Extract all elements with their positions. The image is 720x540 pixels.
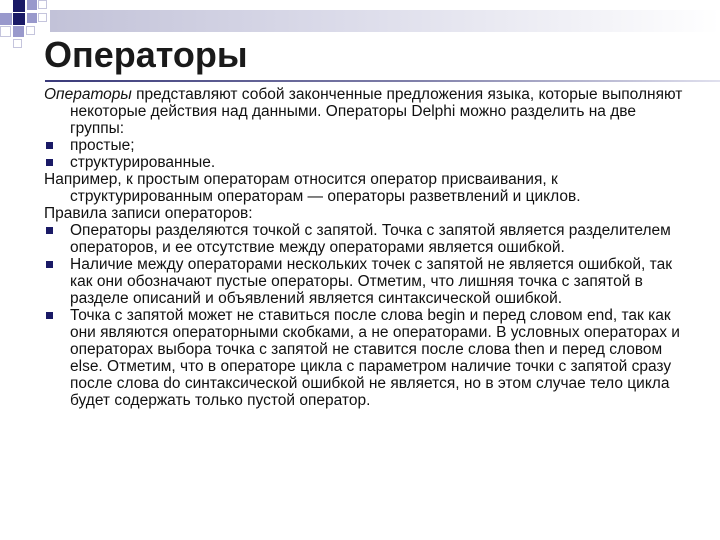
bullet-square-icon: [46, 159, 53, 166]
intro-text: представляют собой законченные предложения языка, которые выполняют некоторые действия над данными. Операторы Delphi можно разделить на две группы:: [70, 86, 683, 137]
deco-square-light: [27, 13, 37, 23]
deco-square-light: [27, 0, 37, 10]
rule-text: Наличие между операторами нескольких точек с запятой не является ошибкой, так как они обозначают пустые операторы. Отметим, что лишняя точка с запятой в разделе описаний и объявлений является синтаксической ошибкой.: [70, 256, 672, 307]
example-paragraph: Например, к простым операторам относится оператор присваивания, к структурированным операторам — операторы разветвлений и циклов.: [44, 171, 581, 205]
rule-text: Точка с запятой может не ставиться после слова begin и перед словом end, так как они являются операторными скобками, а не операторами. В условных операторах и операторах выбора точка с запятой не ставится после слова then и перед словом else. Отметим, что в операторе цикла с параметром наличие точки с запятой сразу после слова do синтаксической ошибкой не является, но в этом случае тело цикла будет содержать только пустой оператор.: [70, 307, 680, 409]
group-simple: простые;: [70, 137, 135, 154]
deco-square-outline: [38, 13, 47, 22]
deco-square-outline: [26, 26, 35, 35]
list-item: [44, 256, 684, 307]
list-item: [44, 137, 684, 154]
list-item: [44, 307, 684, 409]
rules-heading: Правила записи операторов:: [44, 205, 253, 222]
rule-text: Операторы разделяются точкой с запятой. Точка с запятой является разделителем операторов, и ее отсутствие между операторами является ошибкой.: [70, 222, 671, 256]
deco-square-outline: [13, 39, 22, 48]
intro-paragraph: [44, 86, 684, 137]
bullet-square-icon: [46, 142, 53, 149]
header-gradient-band: [50, 10, 720, 32]
title-underline: [45, 80, 720, 82]
intro-term: Операторы: [44, 86, 132, 103]
bullet-square-icon: [46, 312, 53, 319]
deco-square-dark: [13, 0, 25, 12]
deco-square-dark: [13, 13, 25, 25]
bullet-square-icon: [46, 261, 53, 268]
slide-body: [44, 86, 684, 409]
deco-square-outline: [38, 0, 47, 9]
bullet-square-icon: [46, 227, 53, 234]
slide-title: Операторы: [44, 34, 248, 75]
group-structured: структурированные.: [70, 154, 216, 171]
deco-square-light: [0, 13, 12, 25]
list-item: [44, 222, 684, 256]
deco-square-outline: [0, 26, 11, 37]
deco-square-light: [13, 26, 24, 37]
list-item: [44, 154, 684, 171]
